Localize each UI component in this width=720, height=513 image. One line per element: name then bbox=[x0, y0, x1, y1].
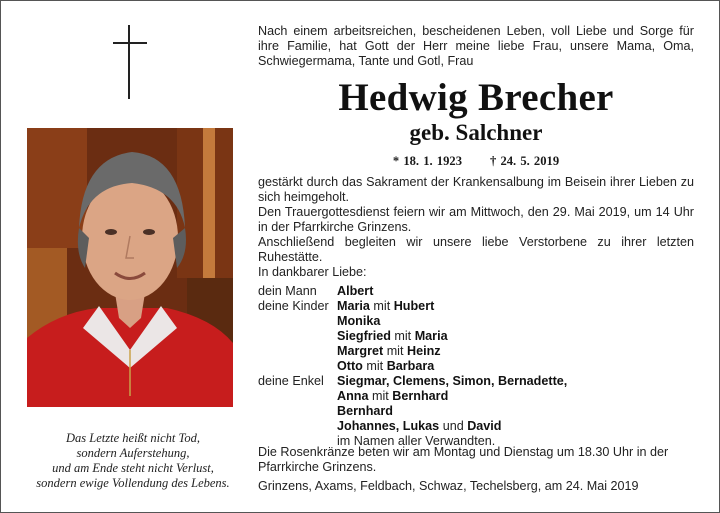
deceased-name: Hedwig Brecher bbox=[338, 76, 614, 119]
maiden-name: geb. Salchner bbox=[409, 120, 543, 145]
connector-text: mit bbox=[373, 299, 391, 313]
connector-text: und bbox=[442, 419, 464, 433]
family-row-child bbox=[258, 314, 694, 329]
death-date: † 24. 5. 2019 bbox=[490, 154, 560, 168]
child-name: Margret bbox=[337, 344, 384, 358]
connector-text: mit bbox=[371, 389, 389, 403]
quote bbox=[13, 431, 253, 491]
intro-text: Nach einem arbeitsreichen, bescheidenen Leben, voll Liebe und Sorge für ihre Familie, hat Gott der Herr meine liebe Frau, unsere Mama, Oma, Schwiegermama, Tante und Gotl, Frau bbox=[258, 24, 694, 68]
family-row-grandchildren bbox=[258, 374, 694, 389]
quote-line: Das Letzte heißt nicht Tod, bbox=[66, 431, 200, 445]
partner-name: Hubert bbox=[393, 299, 435, 313]
place-date: Grinzens, Axams, Feldbach, Schwaz, Techelsberg, am 24. Mai 2019 bbox=[258, 479, 639, 493]
funeral-text: Den Trauergottesdienst feiern wir am Mittwoch, den 29. Mai 2019, um 14 Uhr in der Pfarrkirche Grinzens. bbox=[258, 205, 694, 234]
family-list bbox=[258, 284, 694, 449]
connector-text: mit bbox=[394, 329, 412, 343]
birth-date: * 18. 1. 1923 bbox=[392, 154, 462, 168]
sacrament-text: gestärkt durch das Sakrament der Krankensalbung im Beisein ihrer Lieben zu sich heimgeholt. bbox=[258, 175, 694, 204]
grandchildren-names: Johannes, Lukas bbox=[337, 419, 440, 433]
relation-label: dein Mann bbox=[258, 284, 317, 298]
child-name: Monika bbox=[337, 314, 381, 328]
partner-name: Bernhard bbox=[392, 389, 449, 403]
announcement-body bbox=[258, 175, 694, 280]
burial-text: Anschließend begleiten wir unsere liebe Verstorbene zu ihrer letzten Ruhestätte. bbox=[258, 235, 694, 264]
grandchildren-names: Siegmar, Clemens, Simon, Bernadette, bbox=[337, 374, 568, 388]
child-name: Otto bbox=[337, 359, 363, 373]
husband-name: Albert bbox=[337, 284, 374, 298]
quote-line: sondern ewige Vollendung des Lebens. bbox=[36, 476, 230, 490]
family-row-child bbox=[258, 359, 694, 374]
family-row-children bbox=[258, 299, 694, 314]
partner-name: Barbara bbox=[386, 359, 435, 373]
quote-line: sondern Auferstehung, bbox=[76, 446, 190, 460]
partner-name: Heinz bbox=[406, 344, 441, 358]
gratitude-heading: In dankbarer Liebe: bbox=[258, 265, 367, 279]
connector-text: mit bbox=[386, 344, 404, 358]
relation-label: deine Enkel bbox=[258, 374, 324, 388]
child-name: Maria bbox=[337, 299, 370, 313]
cross-icon bbox=[113, 25, 147, 101]
relation-label: deine Kinder bbox=[258, 299, 329, 313]
family-row-child bbox=[258, 329, 694, 344]
family-row-grandchild bbox=[258, 404, 694, 419]
child-name: Siegfried bbox=[337, 329, 391, 343]
family-row-grandchild bbox=[258, 389, 694, 404]
grandchild-name: David bbox=[467, 419, 502, 433]
rosary-text: Die Rosenkränze beten wir am Montag und Dienstag um 18.30 Uhr in der Pfarrkirche Grinzens. bbox=[258, 445, 669, 474]
portrait-photo bbox=[27, 128, 233, 407]
relatives-text: im Namen aller Verwandten. bbox=[337, 434, 496, 448]
life-dates bbox=[258, 153, 694, 169]
grandchild-name: Bernhard bbox=[337, 404, 393, 418]
connector-text: mit bbox=[366, 359, 384, 373]
partner-name: Maria bbox=[414, 329, 448, 343]
quote-line: und am Ende steht nicht Verlust, bbox=[52, 461, 214, 475]
grandchild-name: Anna bbox=[337, 389, 369, 403]
family-row-child bbox=[258, 344, 694, 359]
family-row-husband bbox=[258, 284, 694, 299]
family-row-grandchild bbox=[258, 419, 694, 434]
